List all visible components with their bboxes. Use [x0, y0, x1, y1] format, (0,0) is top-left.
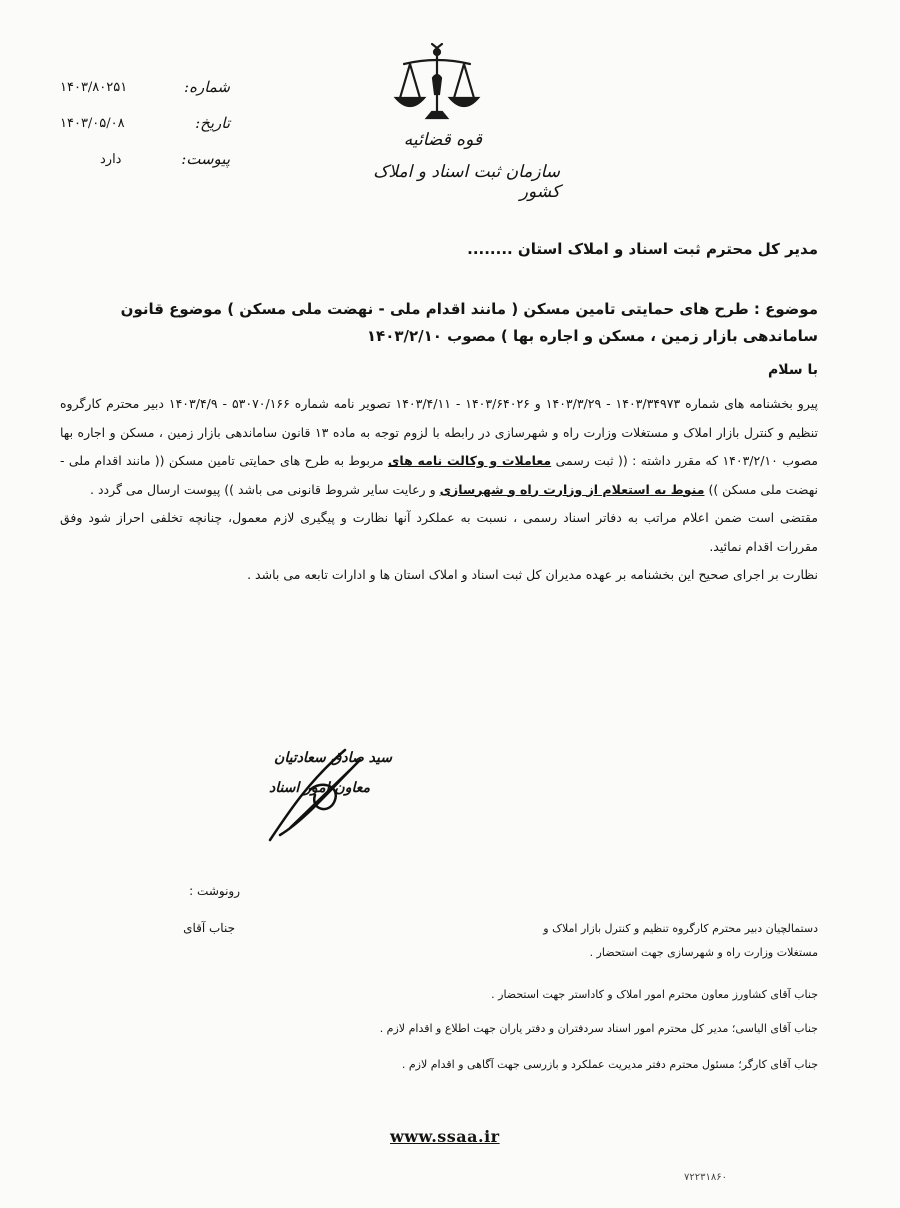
letter-date: [60, 114, 230, 136]
cc-line-2: جناب آقای کشاورز معاون محترم امور املاک و کاداستر جهت استحضار .: [491, 988, 818, 1001]
greeting: با سلام: [767, 362, 818, 378]
cc-line-1: دستمالچیان دبیر محترم کارگروه تنظیم و کنترل بازار املاک و: [543, 922, 818, 935]
letter-body: [60, 390, 818, 590]
cc-label: رونوشت :: [189, 884, 240, 898]
body-paragraph-2: مربوط به طرح های حمایتی تامین مسکن (( مانند اقدام ملی - نهضت ملی مسکن )): [60, 453, 818, 497]
cc-line-4: جناب آقای کارگر؛ مسئول محترم دفتر مدیریت عملکرد و بازرسی جهت آگاهی و اقدام لازم .: [401, 1058, 818, 1071]
subject: موضوع : طرح های حمایتی تامین مسکن ( مانند اقدام ملی - نهضت ملی مسکن ) موضوع قانون ساماندهی بازار زمین ، مسکن و اجاره بها ) مصوب ۱۴۰۳/۲/۱۰: [120, 300, 818, 345]
date-value: ۱۴۰۳/۰۵/۰۸: [60, 116, 125, 131]
registration-org-label: سازمان ثبت اسناد و املاک کشور: [373, 162, 560, 202]
cc-line-3: جناب آقای الیاسی؛ مدیر کل محترم امور اسناد سردفتران و دفتر یاران جهت اطلاع و اقدام لازم .: [379, 1022, 818, 1035]
signature-block: [250, 740, 400, 850]
letter-number: [60, 78, 230, 100]
number-label: شماره:: [184, 78, 230, 96]
body-paragraph-3: و رعایت سایر شروط قانونی می باشد )) پیوست ارسال می گردد .: [90, 481, 436, 497]
body-paragraph-1: پیرو بخشنامه های شماره ۱۴۰۳/۳۴۹۷۳ - ۱۴۰۳/۳/۲۹ و ۱۴۰۳/۶۴۰۲۶ - ۱۴۰۳/۴/۱۱ تصویر نامه شماره ۵۳۰۷۰/۱۶۶ - ۱۴۰۳/۴/۹ دبیر محترم کارگروه تنظیم و کنترل بازار املاک و مستغلات وزارت راه و شهرسازی در رابطه با لزوم توجه به ماده ۱۳ قانون ساماندهی بازار زمین ، مسکن و اجاره بها مصوب ۱۴۰۳/۲/۱۰ که مقرر داشته : (( ثبت رسمی: [60, 396, 818, 468]
signature-scribble-icon: [250, 740, 400, 850]
body-paragraph-5: نظارت بر اجرای صحیح این بخشنامه بر عهده مدیران کل ثبت اسناد و املاک استان ها و ادارات تابعه می باشد .: [247, 567, 818, 582]
body-paragraph-4: مقتضی است ضمن اعلام مراتب به دفاتر اسناد رسمی ، نسبت به عملکرد آنها نظارت و پیگیری لازم معمول، چنانچه تخلفی احراز شود وفق مقررات اقدام نمائید.: [60, 510, 818, 554]
body-underlined-2: منوط به استعلام از وزارت راه و شهرسازی: [439, 481, 705, 497]
addressee: مدیر کل محترم ثبت اسناد و املاک استان ........: [467, 240, 818, 258]
scales-of-justice-icon: [392, 38, 482, 128]
judiciary-label: قوه قضائیه: [403, 130, 482, 150]
letter-attachment: [60, 150, 230, 172]
organization-name: [330, 126, 570, 202]
date-label: تاریخ:: [195, 114, 230, 132]
cc-line-1b: مستغلات وزارت راه و شهرسازی جهت استحضار .: [589, 946, 818, 959]
number-value: ۱۴۰۳/۸۰۲۵۱: [60, 80, 128, 95]
website-link[interactable]: www.ssaa.ir: [390, 1127, 500, 1146]
footer-code: ۷۲۲۳۱۸۶۰: [684, 1172, 727, 1183]
signer-title: معاون امور اسناد: [268, 780, 370, 796]
signer-name: سید صادق سعادتیان: [274, 750, 392, 766]
cc-jenab: جناب آقای: [183, 921, 235, 935]
body-underlined-1: معاملات و وکالت نامه های: [387, 453, 552, 468]
attachment-label: پیوست:: [181, 150, 230, 168]
attachment-value: دارد: [100, 152, 122, 167]
